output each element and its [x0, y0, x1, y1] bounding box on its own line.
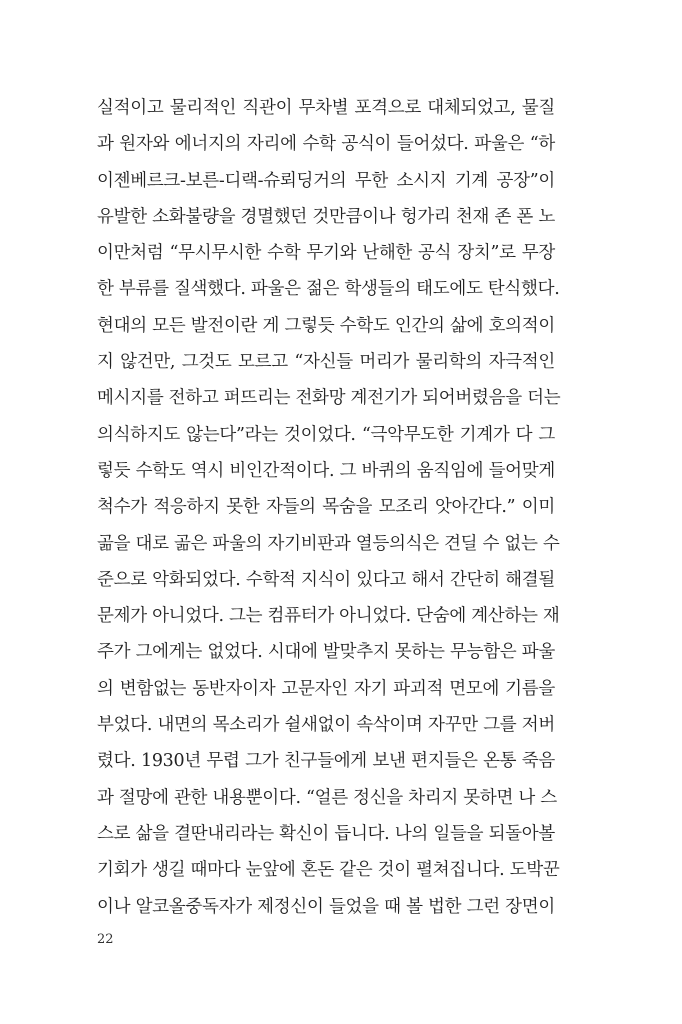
text-line-23: 이나 알코올중독자가 제정신이 들었을 때 볼 법한 그런 장면이 — [97, 896, 555, 917]
text-line-17: 의 변함없는 동반자이자 고문자인 자기 파괴적 면모에 기름을 — [97, 678, 555, 699]
text-line-4: 유발한 소화불량을 경멸했던 것만큼이나 헝가리 천재 존 폰 노 — [97, 206, 555, 227]
text-line-6: 한 부류를 질색했다. 파울은 젊은 학생들의 태도에도 탄식했다. — [97, 279, 560, 300]
text-line-15: 문제가 아니었다. 그는 컴퓨터가 아니었다. 단숨에 계산하는 재 — [97, 606, 560, 627]
text-line-12: 척수가 적응하지 못한 자들의 목숨을 모조리 앗아간다.” 이미 — [97, 497, 555, 518]
text-line-19: 렸다. 1930년 무렵 그가 친구들에게 보낸 편지들은 온통 죽음 — [97, 751, 555, 772]
text-line-21: 스로 삶을 결딴내리라는 확신이 듭니다. 나의 일들을 되돌아볼 — [97, 823, 555, 844]
text-line-1: 실적이고 물리적인 직관이 무차별 포격으로 대체되었고, 물질 — [97, 98, 555, 118]
text-line-7: 현대의 모든 발전이란 게 그렇듯 수학도 인간의 삶에 호의적이 — [97, 315, 555, 336]
text-line-16: 주가 그에게는 없었다. 시대에 발맞추지 못하는 무능함은 파울 — [97, 642, 555, 663]
text-line-10: 의식하지도 않는다”라는 것이었다. “극악무도한 기계가 다 그 — [97, 424, 555, 445]
page-number: 22 — [97, 932, 114, 947]
text-line-13: 곪을 대로 곪은 파울의 자기비판과 열등의식은 견딜 수 없는 수 — [97, 533, 560, 554]
text-line-22: 기회가 생길 때마다 눈앞에 혼돈 같은 것이 펼쳐집니다. 도박꾼 — [97, 860, 560, 881]
text-line-18: 부었다. 내면의 목소리가 쉴새없이 속삭이며 자꾸만 그를 저버 — [97, 715, 555, 736]
text-line-9: 메시지를 전하고 퍼뜨리는 전화망 계전기가 되어버렸음을 더는 — [97, 388, 561, 409]
text-line-8: 지 않건만, 그것도 모르고 “자신들 머리가 물리학의 자극적인 — [97, 352, 555, 373]
text-line-3: 이젠베르크-보른-디랙-슈뢰딩거의 무한 소시지 기계 공장”이 — [97, 170, 555, 191]
text-line-2: 과 원자와 에너지의 자리에 수학 공식이 들어섰다. 파울은 “하 — [97, 134, 555, 155]
body-text — [97, 90, 561, 925]
text-line-20: 과 절망에 관한 내용뿐이다. “얼른 정신을 차리지 못하면 나 스 — [97, 787, 557, 808]
text-line-11: 렇듯 수학도 역시 비인간적이다. 그 바퀴의 움직임에 들어맞게 — [97, 460, 555, 481]
text-line-5: 이만처럼 “무시무시한 수학 무기와 난해한 공식 장치”로 무장 — [97, 243, 555, 264]
text-line-14: 준으로 악화되었다. 수학적 지식이 있다고 해서 간단히 해결될 — [97, 569, 555, 590]
